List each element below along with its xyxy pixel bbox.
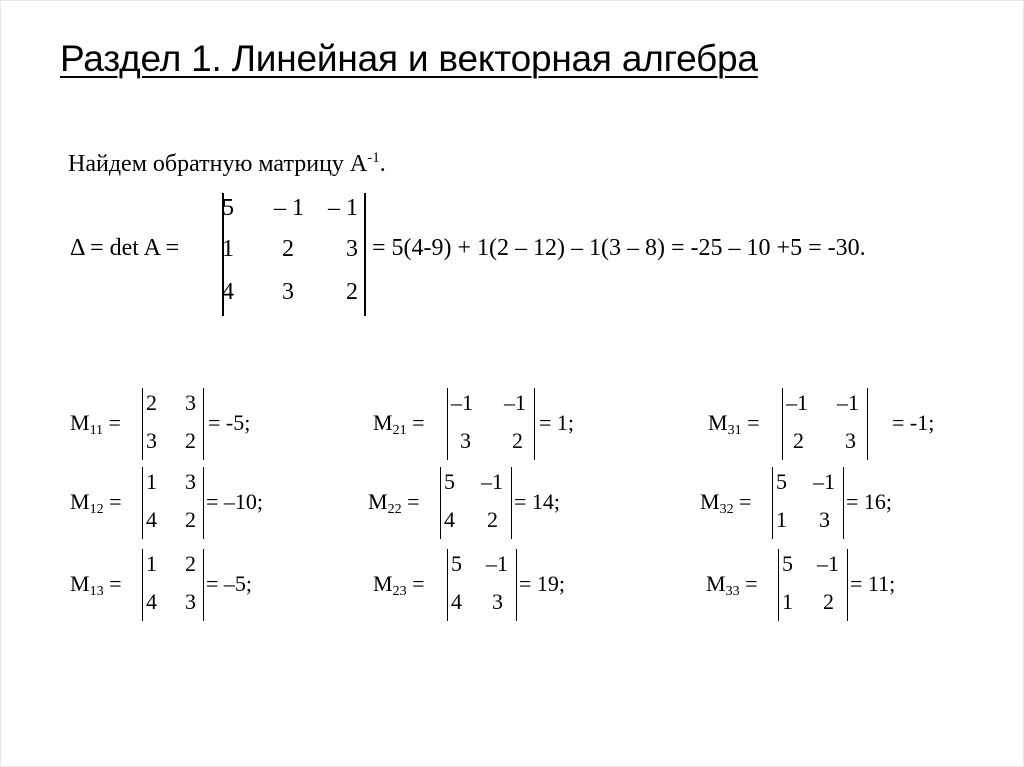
intro-text: Найдем обратную матрицу A bbox=[68, 151, 368, 177]
matrix-cell: –1 bbox=[504, 390, 526, 415]
matrix-cell: 3 bbox=[185, 469, 196, 494]
matrix-cell: 5 bbox=[451, 551, 462, 576]
matrix-cell: 2 bbox=[793, 428, 804, 453]
matrix-cell: 2 bbox=[346, 279, 358, 305]
matrix-cell: –1 bbox=[817, 551, 839, 576]
minor-label: $M_{21}$ = bbox=[373, 410, 425, 438]
matrix-cell: 3 bbox=[146, 428, 157, 453]
minor-matrix bbox=[447, 549, 517, 621]
matrix-cell: 5 bbox=[782, 551, 793, 576]
matrix-cell: 3 bbox=[819, 507, 830, 532]
matrix-cell: –1 bbox=[837, 390, 859, 415]
matrix-cell: 5 bbox=[444, 469, 455, 494]
minor-label: $M_{13}$ = bbox=[70, 571, 122, 599]
minor-result: = –5; bbox=[206, 571, 253, 596]
minor-matrix bbox=[782, 388, 868, 460]
minor-matrix bbox=[142, 549, 204, 621]
minor-result: = 16; bbox=[846, 489, 893, 514]
minor-result: = 14; bbox=[514, 489, 561, 514]
matrix-cell: –1 bbox=[486, 551, 508, 576]
minor-label: $M_{31}$ = bbox=[708, 410, 760, 438]
matrix-cell: 3 bbox=[460, 428, 471, 453]
matrix-cell: 4 bbox=[222, 279, 234, 305]
minor-result: = 19; bbox=[519, 571, 566, 596]
matrix-cell: 3 bbox=[845, 428, 856, 453]
determinant-matrix bbox=[222, 193, 366, 316]
minor-label: $M_{11}$ = bbox=[70, 410, 121, 438]
minor-matrix bbox=[440, 467, 512, 539]
minor-matrix bbox=[142, 388, 204, 460]
minor-label: $M_{22}$ = bbox=[368, 489, 420, 517]
matrix-cell: 2 bbox=[146, 390, 157, 415]
matrix-cell: 1 bbox=[146, 551, 157, 576]
minor-result: = -1; bbox=[892, 410, 935, 435]
matrix-cell: 2 bbox=[487, 507, 498, 532]
inverse-superscript: -1 bbox=[367, 150, 380, 166]
matrix-cell: 3 bbox=[346, 236, 358, 262]
matrix-cell: 5 bbox=[776, 469, 787, 494]
intro-line bbox=[68, 150, 386, 178]
minor-result: = -5; bbox=[208, 410, 251, 435]
matrix-cell: 1 bbox=[782, 589, 793, 614]
matrix-cell: 2 bbox=[185, 507, 196, 532]
minor-matrix bbox=[778, 549, 848, 621]
intro-suffix: . bbox=[379, 151, 386, 177]
matrix-cell: – 1 bbox=[274, 195, 304, 221]
minor-matrix bbox=[142, 467, 204, 539]
matrix-cell: 2 bbox=[823, 589, 834, 614]
matrix-cell: 4 bbox=[444, 507, 455, 532]
matrix-cell: – 1 bbox=[328, 195, 358, 221]
matrix-cell: –1 bbox=[813, 469, 835, 494]
minor-label: $M_{12}$ = bbox=[70, 489, 122, 517]
matrix-cell: 4 bbox=[146, 589, 157, 614]
matrix-cell: 3 bbox=[492, 589, 503, 614]
matrix-cell: 4 bbox=[146, 507, 157, 532]
matrix-cell: 1 bbox=[146, 469, 157, 494]
matrix-cell: 2 bbox=[512, 428, 523, 453]
minor-matrix bbox=[772, 467, 844, 539]
matrix-cell: 3 bbox=[185, 589, 196, 614]
minor-label: $M_{23}$ = bbox=[373, 571, 425, 599]
determinant-label: Δ = det A = bbox=[70, 235, 180, 261]
minor-result: = 1; bbox=[539, 410, 575, 435]
matrix-cell: –1 bbox=[786, 390, 808, 415]
minor-matrix bbox=[447, 388, 535, 460]
minor-label: $M_{32}$ = bbox=[700, 489, 752, 517]
minor-result: = –10; bbox=[206, 489, 264, 514]
matrix-cell: 1 bbox=[222, 236, 234, 262]
matrix-cell: 2 bbox=[185, 428, 196, 453]
matrix-cell: 4 bbox=[451, 589, 462, 614]
matrix-cell: 2 bbox=[185, 551, 196, 576]
slide-title: Раздел 1. Линейная и векторная алгебра bbox=[60, 38, 758, 79]
matrix-cell: 2 bbox=[282, 236, 294, 262]
matrix-cell: –1 bbox=[451, 390, 473, 415]
matrix-cell: 5 bbox=[222, 195, 234, 221]
matrix-cell: 3 bbox=[282, 279, 294, 305]
determinant-result: = 5(4-9) + 1(2 – 12) – 1(3 – 8) = -25 – 10 +5 = -30. bbox=[372, 235, 866, 261]
minor-label: $M_{33}$ = bbox=[706, 571, 758, 599]
matrix-cell: –1 bbox=[481, 469, 503, 494]
minor-result: = 11; bbox=[850, 571, 896, 596]
matrix-cell: 3 bbox=[185, 390, 196, 415]
matrix-cell: 1 bbox=[776, 507, 787, 532]
